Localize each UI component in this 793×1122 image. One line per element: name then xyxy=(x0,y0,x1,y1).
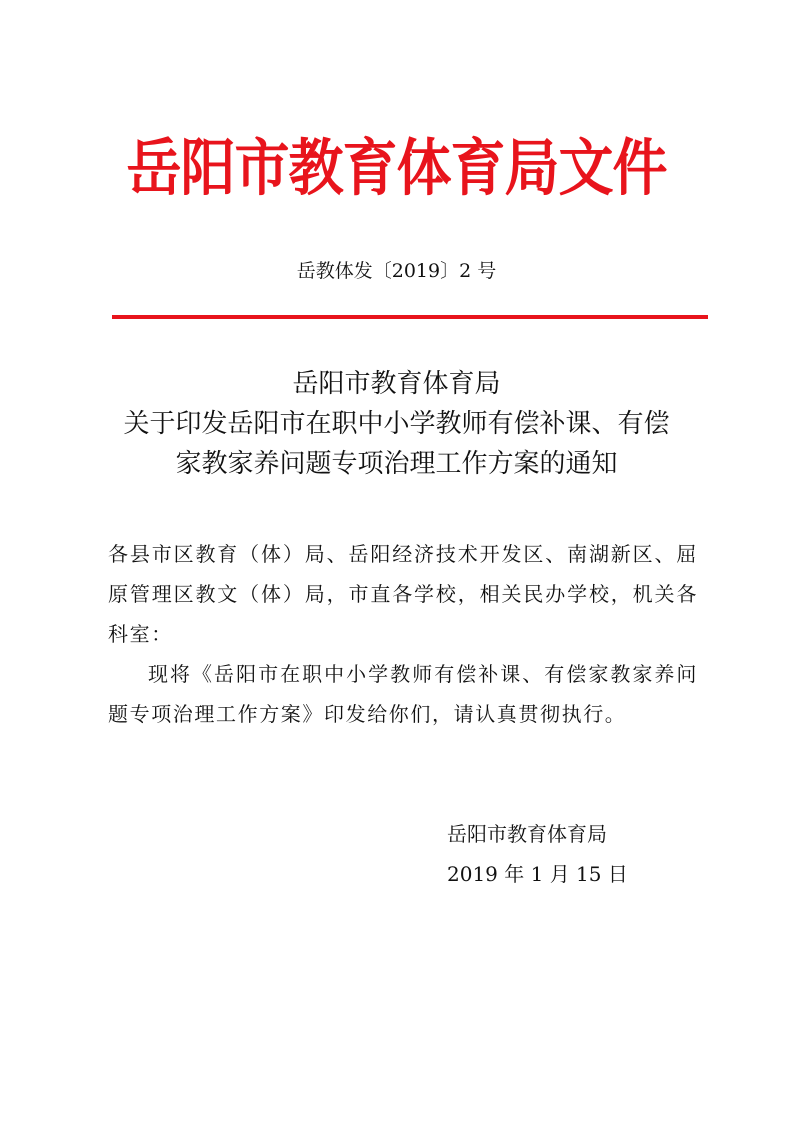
issue-date: 2019 年 1 月 15 日 xyxy=(447,862,628,886)
notice-body xyxy=(108,534,698,734)
issuer-name: 岳阳市教育体育局 xyxy=(447,822,607,846)
content-paragraph: 现将《岳阳市在职中小学教师有偿补课、有偿家教家养问题专项治理工作方案》印发给你们，请认真贯彻执行。 xyxy=(108,662,698,726)
notice-title-line-2: 关于印发岳阳市在职中小学教师有偿补课、有偿 xyxy=(123,409,670,439)
signature-block xyxy=(447,814,707,894)
red-header-title: 岳阳市教育体育局文件 xyxy=(126,130,667,204)
document-number: 岳教体发〔2019〕2 号 xyxy=(296,260,497,282)
notice-title-line-3: 家教家养问题专项治理工作方案的通知 xyxy=(175,449,618,479)
notice-title-line-1: 岳阳市教育体育局 xyxy=(292,369,501,399)
red-divider-line xyxy=(112,315,708,319)
notice-title xyxy=(0,364,793,484)
recipients-paragraph: 各县市区教育（体）局、岳阳经济技术开发区、南湖新区、屈原管理区教文（体）局，市直各学校，相关民办学校，机关各科室： xyxy=(108,542,698,646)
